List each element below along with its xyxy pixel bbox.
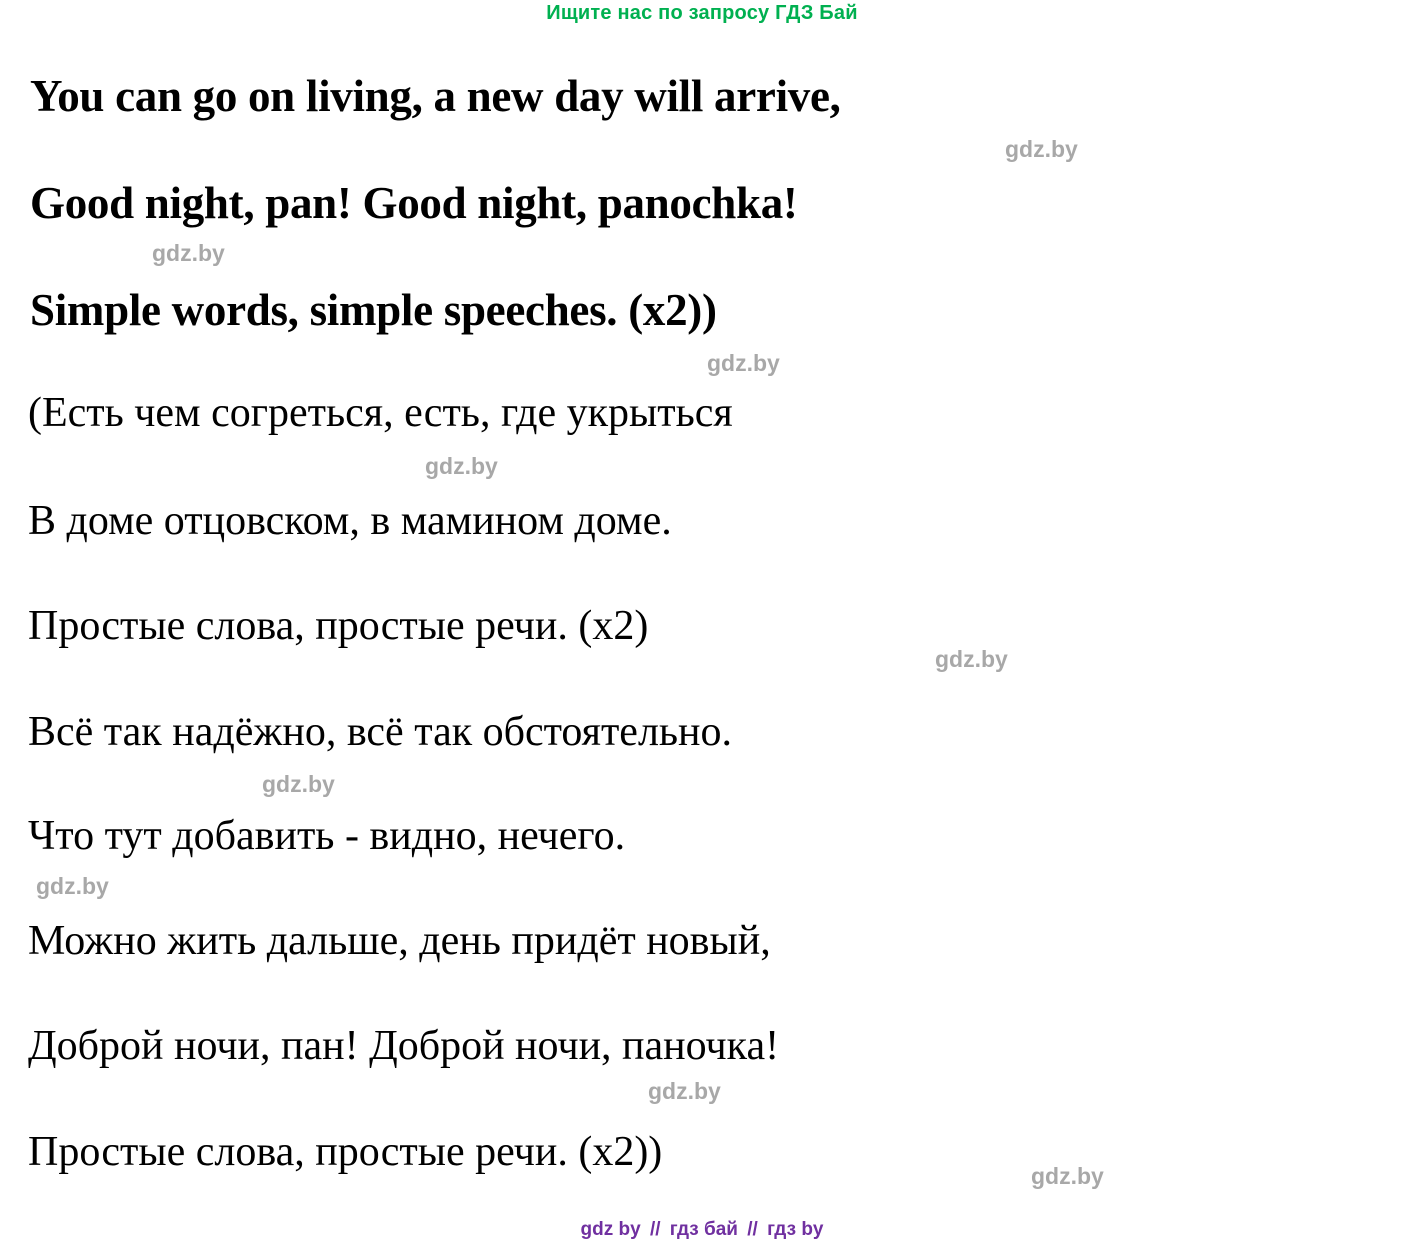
lyric-line-3: Simple words, simple speeches. (x2)): [30, 285, 717, 335]
bottom-banner-right: гдз by: [767, 1219, 824, 1240]
watermark: gdz.by: [707, 350, 780, 376]
top-banner-text: Ищите нас по запросу ГДЗ Бай: [546, 2, 858, 24]
bottom-banner-middle: гдз бай: [669, 1219, 738, 1240]
bottom-banner-sep-1: //: [649, 1219, 661, 1240]
watermark: gdz.by: [425, 453, 498, 479]
lyric-line-1: You can go on living, a new day will arrive,: [30, 71, 841, 121]
watermark: gdz.by: [36, 873, 109, 899]
watermark: gdz.by: [648, 1078, 721, 1104]
bottom-banner-sep-2: //: [747, 1219, 758, 1240]
bottom-banner: [0, 1219, 1404, 1241]
watermark: gdz.by: [262, 771, 335, 797]
watermark: gdz.by: [935, 646, 1008, 672]
watermark: gdz.by: [152, 240, 225, 266]
lyric-line-7: Всё так надёжно, всё так обстоятельно.: [28, 709, 733, 755]
lyric-line-2: Good night, pan! Good night, panochka!: [30, 178, 798, 228]
lyric-line-8: Что тут добавить - видно, нечего.: [28, 813, 626, 859]
lyric-line-4: (Есть чем согреться, есть, где укрыться: [28, 390, 733, 436]
lyric-line-9: Можно жить дальше, день придёт новый,: [28, 918, 771, 964]
lyric-line-11: Простые слова, простые речи. (х2)): [28, 1129, 663, 1175]
watermark: gdz.by: [1005, 136, 1078, 162]
lyric-line-5: В доме отцовском, в мамином доме.: [28, 498, 672, 544]
bottom-banner-left: gdz by: [580, 1219, 641, 1240]
watermark: gdz.by: [1031, 1163, 1104, 1189]
lyric-line-10: Доброй ночи, пан! Доброй ночи, паночка!: [28, 1023, 780, 1069]
lyric-line-6: Простые слова, простые речи. (х2): [28, 603, 649, 649]
